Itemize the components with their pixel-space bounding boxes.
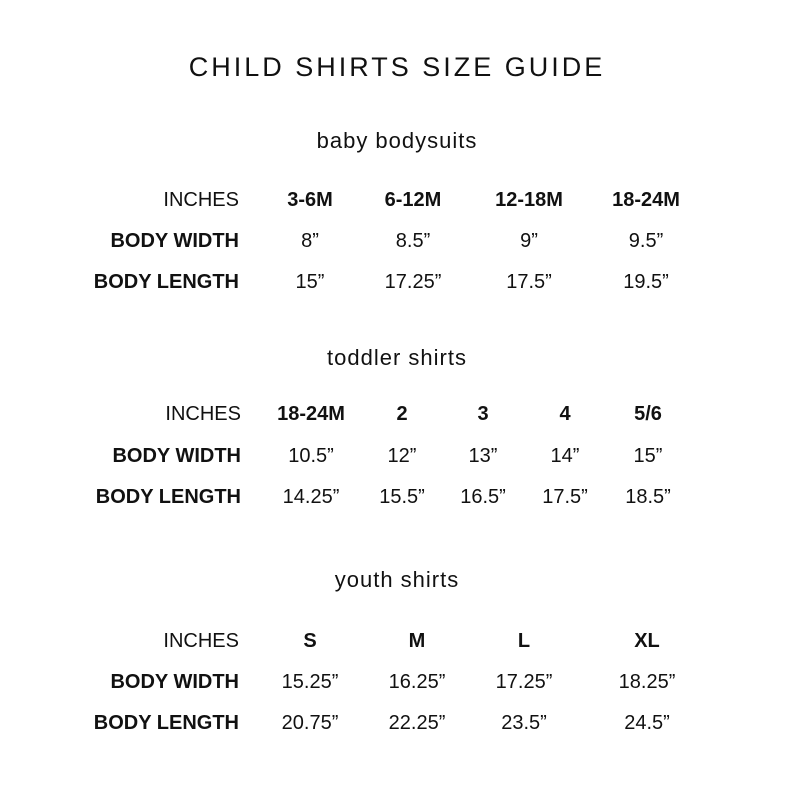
table-cell: 15.5” — [379, 486, 425, 508]
header-label: INCHES — [165, 403, 241, 425]
size-header: 3-6M — [287, 189, 333, 211]
size-header: L — [517, 630, 531, 652]
header-label: INCHES — [163, 630, 239, 652]
size-header: S — [303, 630, 317, 652]
row-label-body-length: BODY LENGTH — [95, 486, 241, 508]
size-header: 6-12M — [384, 189, 442, 211]
size-header: 18-24M — [277, 403, 345, 425]
size-header: 5/6 — [634, 403, 662, 425]
table-cell: 8.5” — [395, 230, 431, 252]
section-title-toddler-shirts: toddler shirts — [327, 345, 467, 370]
table-cell: 9.5” — [628, 230, 664, 252]
row-label-body-width: BODY WIDTH — [112, 445, 241, 467]
size-header: 12-18M — [495, 189, 563, 211]
table-cell: 14.25” — [282, 486, 340, 508]
table-cell: 15.25” — [281, 671, 339, 693]
row-label-body-width: BODY WIDTH — [110, 230, 239, 252]
size-header: 3 — [477, 403, 489, 425]
table-cell: 8” — [301, 230, 319, 252]
table-cell: 12” — [387, 445, 417, 467]
table-cell: 22.25” — [388, 712, 446, 734]
size-header: M — [408, 630, 426, 652]
size-header: 4 — [559, 403, 571, 425]
table-cell: 24.5” — [624, 712, 670, 734]
table-cell: 9” — [520, 230, 538, 252]
table-cell: 17.5” — [542, 486, 588, 508]
table-cell: 18.5” — [625, 486, 671, 508]
size-header: XL — [634, 630, 660, 652]
table-cell: 10.5” — [288, 445, 334, 467]
table-cell: 19.5” — [623, 271, 669, 293]
table-cell: 17.25” — [495, 671, 553, 693]
table-cell: 13” — [468, 445, 498, 467]
table-cell: 17.5” — [506, 271, 552, 293]
table-cell: 20.75” — [281, 712, 339, 734]
row-label-body-length: BODY LENGTH — [93, 271, 239, 293]
table-cell: 15” — [295, 271, 325, 293]
table-cell: 18.25” — [618, 671, 676, 693]
table-cell: 15” — [633, 445, 663, 467]
table-cell: 23.5” — [501, 712, 547, 734]
page-title: CHILD SHIRTS SIZE GUIDE — [188, 52, 606, 82]
size-header: 18-24M — [612, 189, 680, 211]
section-title-youth-shirts: youth shirts — [334, 567, 460, 592]
table-cell: 17.25” — [384, 271, 442, 293]
size-header: 2 — [396, 403, 408, 425]
table-cell: 16.25” — [388, 671, 446, 693]
table-cell: 16.5” — [460, 486, 506, 508]
row-label-body-width: BODY WIDTH — [110, 671, 239, 693]
section-title-baby-bodysuits: baby bodysuits — [316, 128, 478, 153]
header-label: INCHES — [163, 189, 239, 211]
table-cell: 14” — [550, 445, 580, 467]
row-label-body-length: BODY LENGTH — [93, 712, 239, 734]
